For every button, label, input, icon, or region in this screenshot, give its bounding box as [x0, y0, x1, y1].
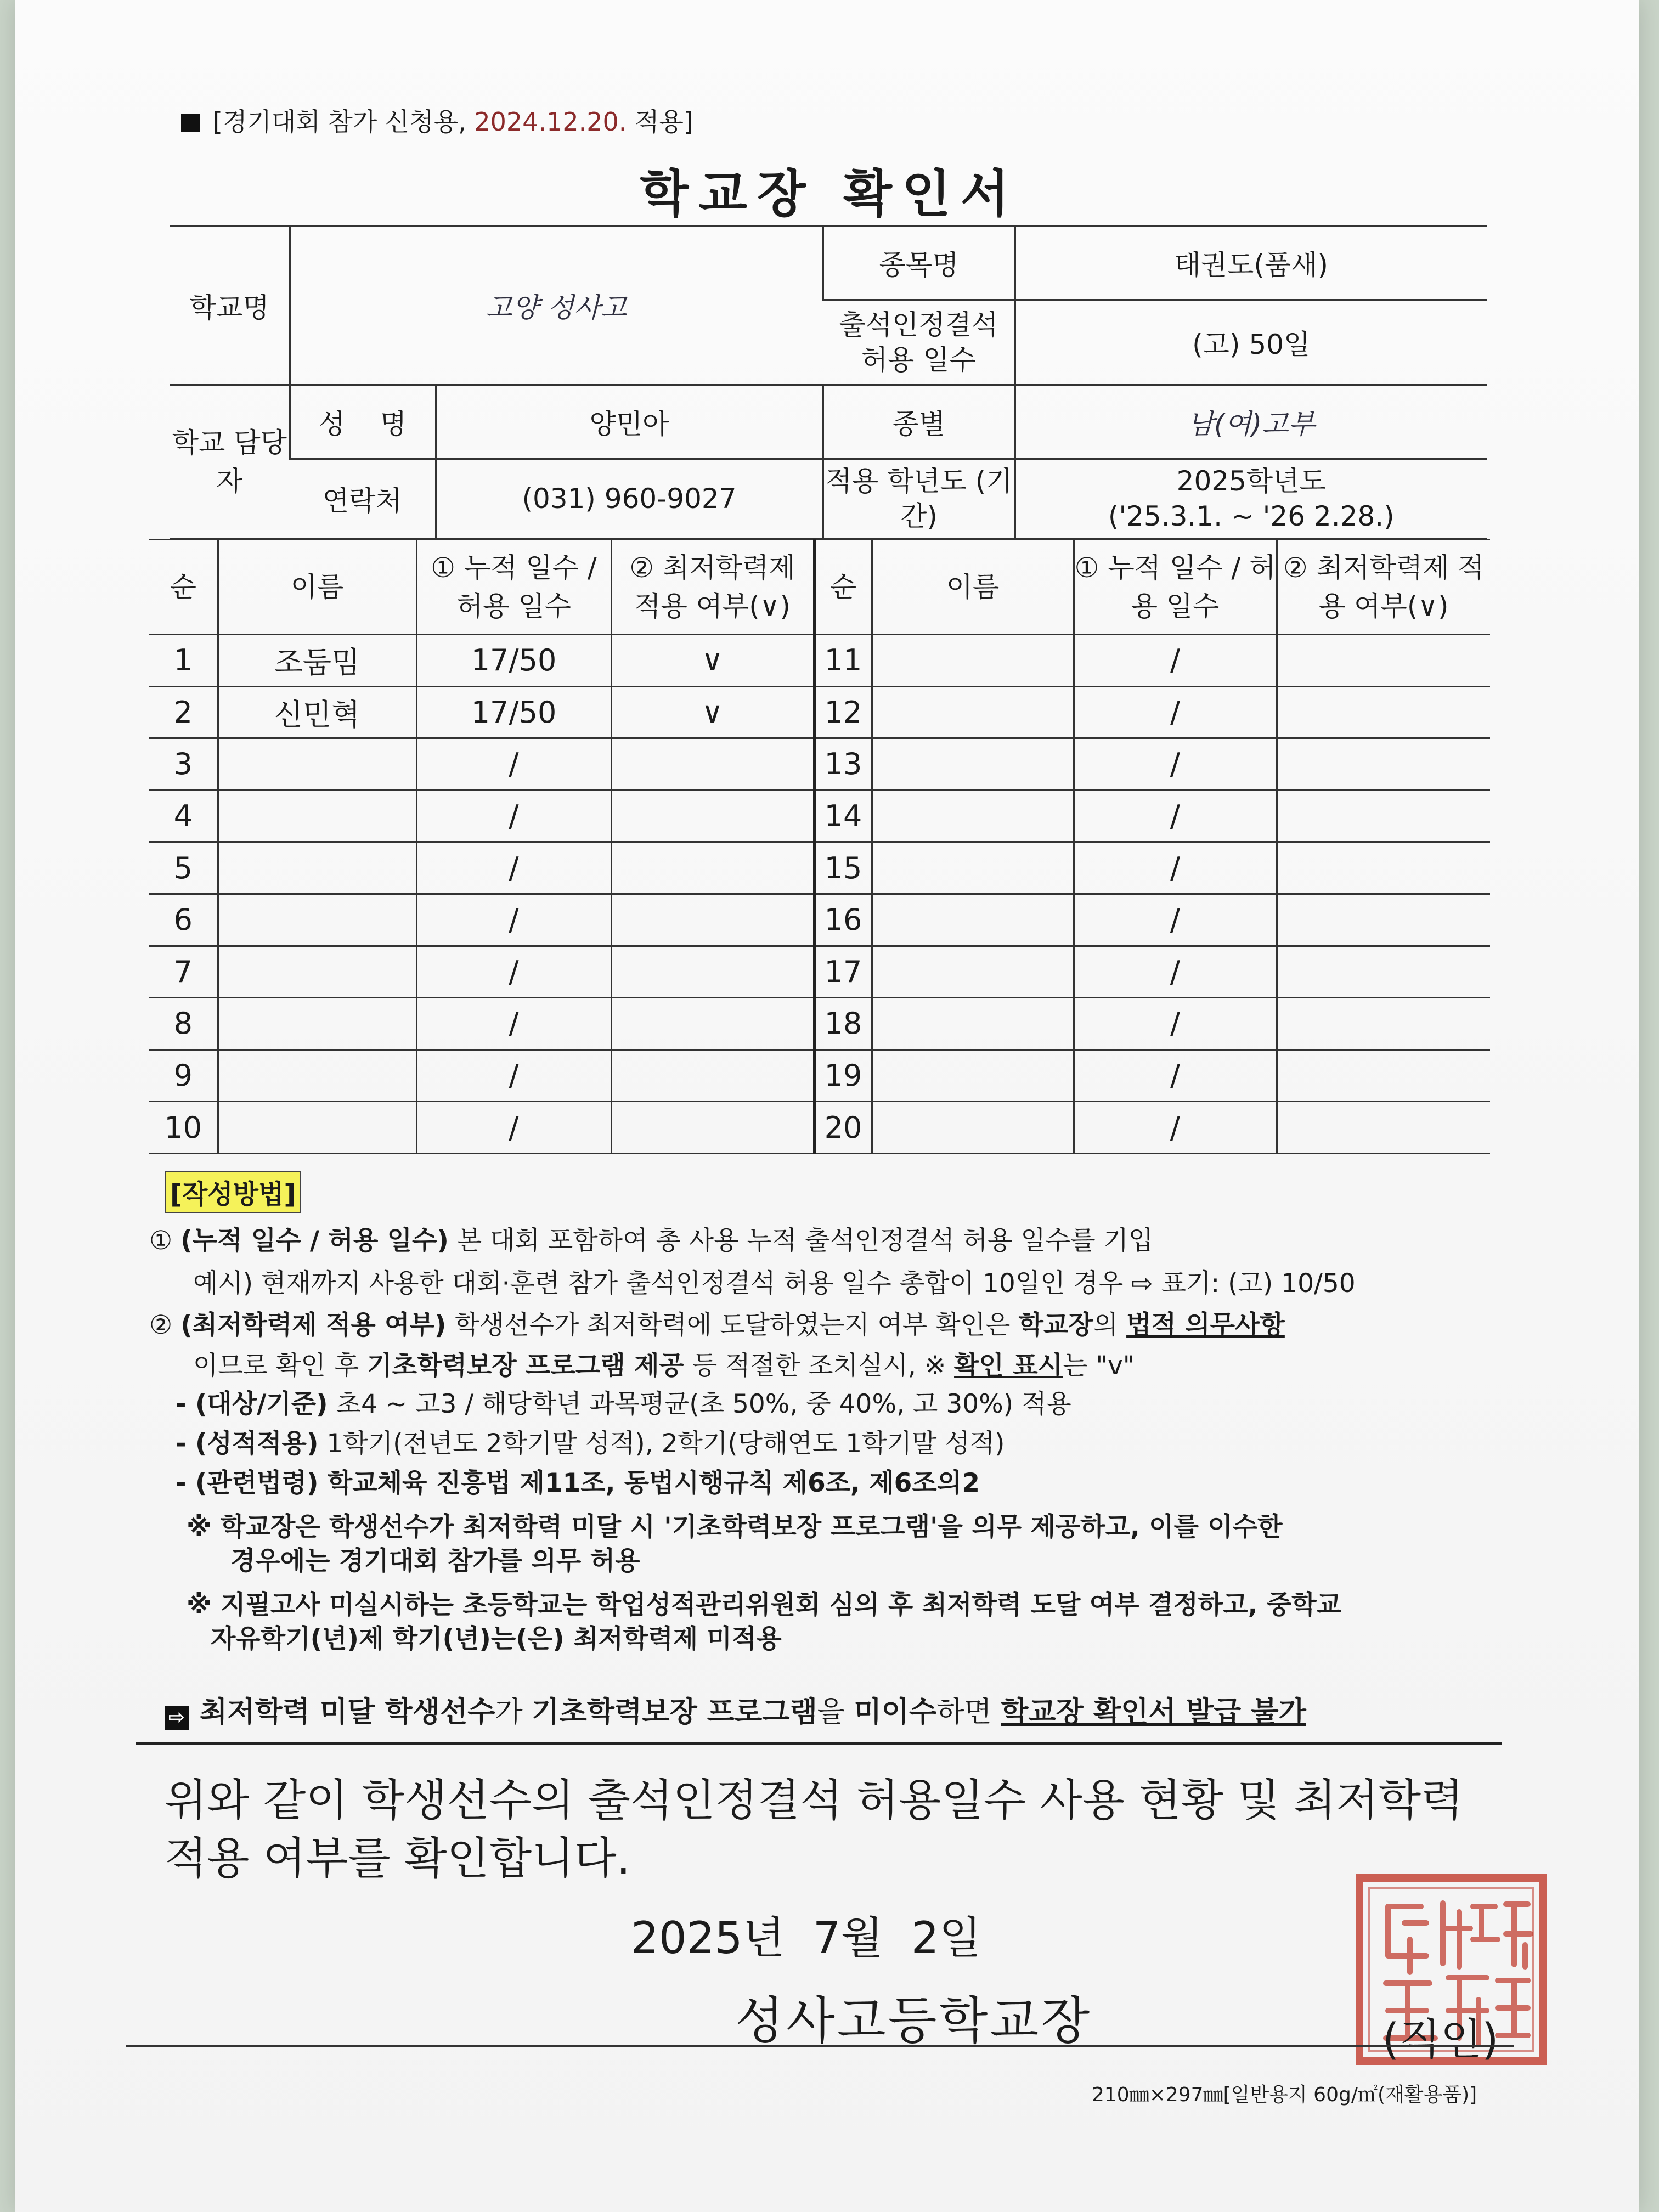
instruction-2-mark: 확인 표시 — [954, 1351, 1063, 1381]
student-check-cell: ∨ — [611, 686, 814, 738]
student-no-cell: 9 — [149, 1049, 218, 1102]
student-check-cell — [611, 998, 814, 1050]
student-days-cell: / — [1074, 998, 1277, 1050]
student-name-cell — [872, 686, 1074, 738]
instruction-2-program: 기초학력보장 프로그램 제공 — [367, 1351, 684, 1381]
student-no-cell: 18 — [814, 998, 872, 1050]
student-no-cell: 12 — [814, 686, 872, 738]
table-row — [149, 894, 1490, 946]
event-label: 종목명 — [823, 226, 1015, 300]
student-days-cell: / — [1074, 1102, 1277, 1154]
bottom-rule — [126, 2045, 1514, 2047]
student-name-cell — [218, 894, 416, 946]
student-days-cell: / — [416, 946, 611, 998]
instruction-2-particle: 의 — [1093, 1310, 1127, 1340]
statement-line2: 적용 여부를 확인합니다. — [165, 1833, 631, 1884]
gender-value: 남(여)고부 — [1015, 385, 1487, 459]
final-d: 을 — [817, 1696, 854, 1729]
student-days-cell: 17/50 — [416, 635, 611, 687]
instruction-2-legal-duty: 법적 의무사항 — [1126, 1310, 1285, 1340]
instruction-2-principal: 학교장 — [1018, 1310, 1093, 1340]
student-no-cell: 3 — [149, 738, 218, 791]
student-days-cell: / — [416, 1102, 611, 1154]
note-1-line2: 경우에는 경기대회 참가를 의무 허용 — [230, 1546, 640, 1576]
final-b: 가 — [495, 1696, 532, 1729]
instruction-1-number: ① — [149, 1226, 173, 1256]
detail-grades-text: 1학기(전년도 2학기말 성적), 2학기(당해연도 1학기말 성적) — [318, 1429, 1005, 1459]
student-check-cell — [1277, 1102, 1490, 1154]
square-bullet-icon — [181, 114, 200, 132]
table-row — [149, 842, 1490, 894]
paper-spec: 210㎜×297㎜[일반용지 60g/㎡(재활용품)] — [1092, 2084, 1477, 2106]
student-days-cell: / — [416, 738, 611, 791]
instruction-2-text: 학생선수가 최저학력에 도달하였는지 여부 확인은 — [446, 1310, 1019, 1340]
student-check-cell — [1277, 738, 1490, 791]
student-no-cell: 19 — [814, 1049, 872, 1102]
student-check-cell — [611, 1049, 814, 1102]
year-value-line2: ('25.3.1. ~ '26 2.28.) — [1108, 500, 1395, 532]
student-days-cell: 17/50 — [416, 686, 611, 738]
instruction-2-title: (최저학력제 적용 여부) — [180, 1310, 447, 1340]
student-days-cell: / — [1074, 790, 1277, 842]
student-name-cell — [218, 1049, 416, 1102]
col-days-right: ① 누적 일수 / 허용 일수 — [1074, 540, 1277, 635]
instruction-2-cont-a: 이므로 확인 후 — [193, 1351, 368, 1381]
instruction-2 — [149, 1309, 1285, 1342]
student-check-cell — [611, 946, 814, 998]
detail-target — [176, 1388, 1071, 1421]
instruction-1-title: (누적 일수 / 허용 일수) — [180, 1226, 449, 1256]
final-f: 하면 — [936, 1696, 1001, 1729]
school-info-table — [170, 225, 1487, 539]
student-days-cell: / — [1074, 894, 1277, 946]
table-row — [149, 998, 1490, 1050]
student-name-cell — [872, 790, 1074, 842]
final-c: 기초학력보장 프로그램 — [532, 1696, 817, 1729]
usage-note-prefix: [경기대회 참가 신청용, — [213, 107, 475, 137]
student-days-cell: / — [1074, 946, 1277, 998]
detail-law-text: 학교체육 진흥법 제11조, 동법시행규칙 제6조, 제6조의2 — [318, 1468, 980, 1498]
student-check-cell — [1277, 686, 1490, 738]
year-value — [1015, 459, 1487, 539]
student-name-cell — [218, 998, 416, 1050]
student-days-cell: / — [1074, 635, 1277, 687]
student-no-cell: 16 — [814, 894, 872, 946]
student-days-cell: / — [416, 790, 611, 842]
note-2-line1: ※ 지필고사 미실시하는 초등학교는 학업성적관리위원회 심의 후 최저학력 도달 여부 결정하고, 중학교 — [187, 1590, 1342, 1620]
student-table — [149, 539, 1490, 1154]
student-no-cell: 14 — [814, 790, 872, 842]
col-days-left: ① 누적 일수 / 허용 일수 — [416, 540, 611, 635]
event-value: 태권도(품새) — [1015, 226, 1487, 300]
usage-note-date: 2024.12.20. — [474, 107, 627, 137]
student-no-cell: 6 — [149, 894, 218, 946]
table-row — [149, 1049, 1490, 1102]
student-no-cell: 13 — [814, 738, 872, 791]
student-no-cell: 4 — [149, 790, 218, 842]
student-no-cell: 8 — [149, 998, 218, 1050]
note-1-line1: ※ 학교장은 학생선수가 최저학력 미달 시 '기초학력보장 프로그램'을 의무 제공하고, 이를 이수한 — [187, 1512, 1283, 1542]
detail-grades — [176, 1427, 1005, 1460]
final-g: 학교장 확인서 발급 불가 — [1001, 1696, 1306, 1729]
student-days-cell: / — [1074, 842, 1277, 894]
student-check-cell — [1277, 998, 1490, 1050]
student-days-cell: / — [1074, 1049, 1277, 1102]
student-rows — [149, 635, 1490, 1154]
student-name-cell — [872, 946, 1074, 998]
student-no-cell: 7 — [149, 946, 218, 998]
student-days-cell: / — [416, 998, 611, 1050]
student-name-cell — [218, 1102, 416, 1154]
detail-target-label: - (대상/기준) — [176, 1389, 328, 1419]
student-days-cell: / — [416, 1049, 611, 1102]
col-name-right: 이름 — [872, 540, 1074, 635]
usage-note-suffix: 적용] — [627, 107, 693, 137]
section-divider — [136, 1742, 1502, 1745]
col-name-left: 이름 — [218, 540, 416, 635]
student-days-cell: / — [1074, 686, 1277, 738]
col-no-right: 순 — [814, 540, 872, 635]
student-check-cell — [611, 1102, 814, 1154]
student-name-cell — [872, 998, 1074, 1050]
table-row — [149, 686, 1490, 738]
student-name-cell — [218, 738, 416, 791]
student-no-cell: 5 — [149, 842, 218, 894]
instruction-1-example: 예시) 현재까지 사용한 대회·훈련 참가 출석인정결석 허용 일수 총합이 10일인 경우 ⇨ 표기: (고) 10/50 — [193, 1268, 1356, 1299]
student-check-cell — [1277, 946, 1490, 998]
detail-grades-label: - (성적적용) — [176, 1429, 319, 1459]
student-days-cell: / — [416, 894, 611, 946]
detail-target-text: 초4 ~ 고3 / 해당학년 과목평균(초 50%, 중 40%, 고 30%) 적용 — [328, 1389, 1071, 1419]
student-check-cell — [611, 790, 814, 842]
student-no-cell: 15 — [814, 842, 872, 894]
signer-name: 성사고등학교장 — [735, 1991, 1092, 2050]
student-name-cell — [218, 790, 416, 842]
col-check-left: ② 최저학력제 적용 여부(∨) — [611, 540, 814, 635]
student-no-cell: 10 — [149, 1102, 218, 1154]
student-name-cell: 조둠밈 — [218, 635, 416, 687]
instruction-2-cont — [193, 1350, 1135, 1383]
final-a: 최저학력 미달 학생선수 — [200, 1696, 495, 1729]
student-name-cell — [872, 842, 1074, 894]
student-name-cell: 신민혁 — [218, 686, 416, 738]
student-no-cell: 11 — [814, 635, 872, 687]
student-name-cell — [872, 894, 1074, 946]
arrow-box-icon: ⇨ — [165, 1706, 189, 1730]
school-value: 고양 성사고 — [290, 226, 823, 385]
year-value-line1: 2025학년도 — [1176, 465, 1326, 497]
student-name-cell — [872, 1102, 1074, 1154]
student-name-cell — [218, 946, 416, 998]
page-title: 학교장 확인서 — [640, 165, 1019, 223]
gender-label: 종별 — [823, 385, 1015, 459]
student-check-cell: ∨ — [611, 635, 814, 687]
final-warning — [165, 1689, 1306, 1730]
absence-label: 출석인정결석 허용 일수 — [823, 300, 1015, 385]
manager-label: 학교 담당자 — [170, 385, 290, 539]
student-name-cell — [872, 1049, 1074, 1102]
instruction-2-cont-c: 등 적절한 조치실시, ※ — [684, 1351, 955, 1381]
issue-date: 2025년 7월 2일 — [631, 1912, 981, 1963]
table-row — [149, 1102, 1490, 1154]
student-no-cell: 2 — [149, 686, 218, 738]
contact-value: (031) 960-9027 — [436, 459, 823, 539]
name-value: 양민아 — [436, 385, 823, 459]
final-e: 미이수 — [854, 1696, 937, 1729]
table-row — [149, 790, 1490, 842]
seal-label: (직인) — [1383, 2015, 1499, 2064]
student-days-cell: / — [1074, 738, 1277, 791]
detail-law-label: - (관련법령) — [176, 1468, 319, 1498]
usage-note — [181, 102, 693, 138]
student-name-cell — [218, 842, 416, 894]
instruction-2-number: ② — [149, 1310, 173, 1340]
instruction-2-cont-e: 는 "v" — [1063, 1351, 1135, 1381]
instructions-heading: [작성방법] — [165, 1171, 301, 1213]
student-check-cell — [1277, 842, 1490, 894]
student-no-cell: 17 — [814, 946, 872, 998]
table-row — [149, 635, 1490, 687]
table-row — [149, 946, 1490, 998]
student-check-cell — [611, 842, 814, 894]
student-name-cell — [872, 635, 1074, 687]
student-check-cell — [1277, 894, 1490, 946]
note-2-line2: 자유학기(년)제 학기(년)는(은) 최저학력제 미적용 — [211, 1624, 782, 1654]
student-check-cell — [611, 738, 814, 791]
school-label: 학교명 — [170, 226, 290, 385]
year-label: 적용 학년도 (기간) — [823, 459, 1015, 539]
col-check-right: ② 최저학력제 적용 여부(∨) — [1277, 540, 1490, 635]
absence-value: (고) 50일 — [1015, 300, 1487, 385]
instruction-1-text: 본 대회 포함하여 총 사용 누적 출석인정결석 허용 일수를 기입 — [448, 1226, 1154, 1256]
name-label: 성 명 — [290, 385, 436, 459]
detail-law — [176, 1467, 980, 1500]
student-no-cell: 20 — [814, 1102, 872, 1154]
student-check-cell — [1277, 790, 1490, 842]
student-check-cell — [1277, 1049, 1490, 1102]
instruction-1 — [149, 1224, 1153, 1257]
col-no-left: 순 — [149, 540, 218, 635]
table-row — [149, 738, 1490, 791]
student-no-cell: 1 — [149, 635, 218, 687]
statement-line1: 위와 같이 학생선수의 출석인정결석 허용일수 사용 현황 및 최저학력 — [165, 1775, 1464, 1826]
student-days-cell: / — [416, 842, 611, 894]
contact-label: 연락처 — [290, 459, 436, 539]
student-check-cell — [1277, 635, 1490, 687]
student-name-cell — [872, 738, 1074, 791]
student-check-cell — [611, 894, 814, 946]
